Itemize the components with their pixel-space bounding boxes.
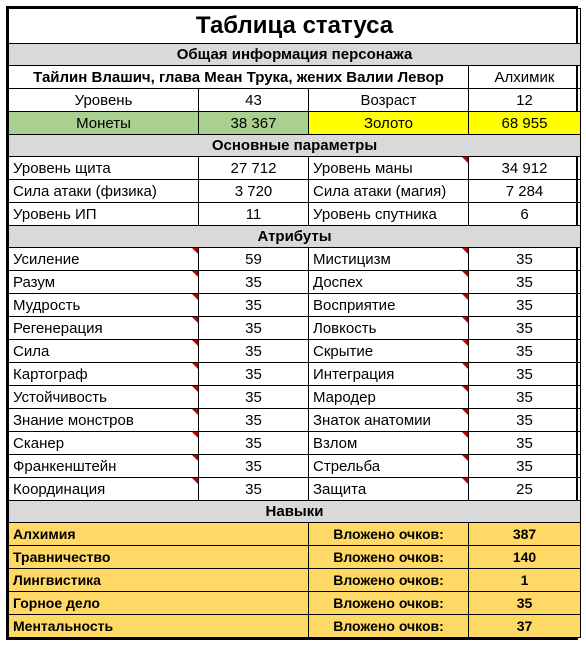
character-class: Алхимик xyxy=(469,66,581,89)
table-row xyxy=(9,432,581,455)
attribute-value: 35 xyxy=(199,478,309,501)
age-label: Возраст xyxy=(309,89,469,112)
currency-row xyxy=(9,112,581,135)
level-value: 43 xyxy=(199,89,309,112)
attribute-label: Усиление xyxy=(9,248,199,271)
skill-points-label: Вложено очков: xyxy=(309,569,469,592)
param-label: Уровень спутника xyxy=(309,203,469,226)
table-row xyxy=(9,340,581,363)
attribute-value: 35 xyxy=(199,432,309,455)
table-row xyxy=(9,294,581,317)
skill-name: Алхимия xyxy=(9,523,309,546)
age-value: 12 xyxy=(469,89,581,112)
attribute-value: 35 xyxy=(199,363,309,386)
main-params-header-row xyxy=(9,135,581,157)
table-row xyxy=(9,455,581,478)
level-label: Уровень xyxy=(9,89,199,112)
skill-points-value: 37 xyxy=(469,615,581,638)
param-label: Уровень ИП xyxy=(9,203,199,226)
skill-name: Горное дело xyxy=(9,592,309,615)
attribute-label: Регенерация xyxy=(9,317,199,340)
gold-value: 68 955 xyxy=(469,112,581,135)
attribute-label: Взлом xyxy=(309,432,469,455)
attribute-label: Координация xyxy=(9,478,199,501)
param-value: 7 284 xyxy=(469,180,581,203)
table-row xyxy=(9,386,581,409)
attribute-value: 25 xyxy=(469,478,581,501)
table-row xyxy=(9,157,581,180)
attribute-value: 35 xyxy=(469,271,581,294)
general-section-header: Общая информация персонажа xyxy=(9,44,581,66)
table-row xyxy=(9,317,581,340)
attribute-value: 35 xyxy=(469,432,581,455)
skill-row xyxy=(9,592,581,615)
attribute-value: 35 xyxy=(469,455,581,478)
param-value: 6 xyxy=(469,203,581,226)
table-row xyxy=(9,248,581,271)
skill-points-label: Вложено очков: xyxy=(309,615,469,638)
general-header-row xyxy=(9,44,581,66)
skill-name: Ментальность xyxy=(9,615,309,638)
table-title: Таблица статуса xyxy=(9,9,581,44)
attribute-label: Мистицизм xyxy=(309,248,469,271)
skill-name: Травничество xyxy=(9,546,309,569)
table-row xyxy=(9,478,581,501)
level-row xyxy=(9,89,581,112)
skill-points-value: 1 xyxy=(469,569,581,592)
attribute-label: Мародер xyxy=(309,386,469,409)
character-name: Тайлин Влашич, глава Меан Трука, жених Валии Левор xyxy=(9,66,469,89)
param-label: Уровень щита xyxy=(9,157,199,180)
attribute-label: Доспех xyxy=(309,271,469,294)
attribute-value: 35 xyxy=(199,317,309,340)
attribute-label: Устойчивость xyxy=(9,386,199,409)
param-label: Сила атаки (физика) xyxy=(9,180,199,203)
param-value: 3 720 xyxy=(199,180,309,203)
attribute-label: Стрельба xyxy=(309,455,469,478)
attribute-value: 35 xyxy=(469,317,581,340)
param-value: 34 912 xyxy=(469,157,581,180)
table-row xyxy=(9,271,581,294)
attribute-label: Мудрость xyxy=(9,294,199,317)
attribute-value: 35 xyxy=(469,340,581,363)
param-value: 11 xyxy=(199,203,309,226)
attribute-value: 59 xyxy=(199,248,309,271)
skill-points-value: 35 xyxy=(469,592,581,615)
skill-row xyxy=(9,569,581,592)
param-label: Уровень маны xyxy=(309,157,469,180)
attributes-header-row xyxy=(9,226,581,248)
gold-label: Золото xyxy=(309,112,469,135)
skills-header-row xyxy=(9,501,581,523)
attribute-label: Восприятие xyxy=(309,294,469,317)
attribute-value: 35 xyxy=(199,386,309,409)
skill-points-value: 387 xyxy=(469,523,581,546)
attribute-value: 35 xyxy=(469,294,581,317)
attribute-label: Защита xyxy=(309,478,469,501)
skill-points-label: Вложено очков: xyxy=(309,546,469,569)
attribute-label: Интеграция xyxy=(309,363,469,386)
attributes-section-header: Атрибуты xyxy=(9,226,581,248)
attribute-label: Знаток анатомии xyxy=(309,409,469,432)
attribute-label: Разум xyxy=(9,271,199,294)
table-body xyxy=(9,9,581,638)
skill-row xyxy=(9,546,581,569)
attribute-value: 35 xyxy=(199,409,309,432)
attribute-value: 35 xyxy=(469,386,581,409)
param-label: Сила атаки (магия) xyxy=(309,180,469,203)
skill-row xyxy=(9,615,581,638)
table-row xyxy=(9,409,581,432)
status-table xyxy=(6,6,578,640)
attribute-label: Франкенштейн xyxy=(9,455,199,478)
skill-points-label: Вложено очков: xyxy=(309,523,469,546)
attribute-value: 35 xyxy=(199,340,309,363)
attribute-label: Сканер xyxy=(9,432,199,455)
attribute-label: Картограф xyxy=(9,363,199,386)
attribute-label: Ловкость xyxy=(309,317,469,340)
param-value: 27 712 xyxy=(199,157,309,180)
attribute-value: 35 xyxy=(199,294,309,317)
attribute-label: Скрытие xyxy=(309,340,469,363)
attribute-value: 35 xyxy=(469,409,581,432)
skill-name: Лингвистика xyxy=(9,569,309,592)
skill-points-label: Вложено очков: xyxy=(309,592,469,615)
attribute-label: Сила xyxy=(9,340,199,363)
main-params-section-header: Основные параметры xyxy=(9,135,581,157)
skill-points-value: 140 xyxy=(469,546,581,569)
attribute-value: 35 xyxy=(199,271,309,294)
table-row xyxy=(9,180,581,203)
attribute-value: 35 xyxy=(469,248,581,271)
attribute-value: 35 xyxy=(469,363,581,386)
skills-section-header: Навыки xyxy=(9,501,581,523)
title-row xyxy=(9,9,581,44)
attribute-value: 35 xyxy=(199,455,309,478)
attribute-label: Знание монстров xyxy=(9,409,199,432)
coins-value: 38 367 xyxy=(199,112,309,135)
coins-label: Монеты xyxy=(9,112,199,135)
table-row xyxy=(9,363,581,386)
table-row xyxy=(9,203,581,226)
name-row xyxy=(9,66,581,89)
skill-row xyxy=(9,523,581,546)
